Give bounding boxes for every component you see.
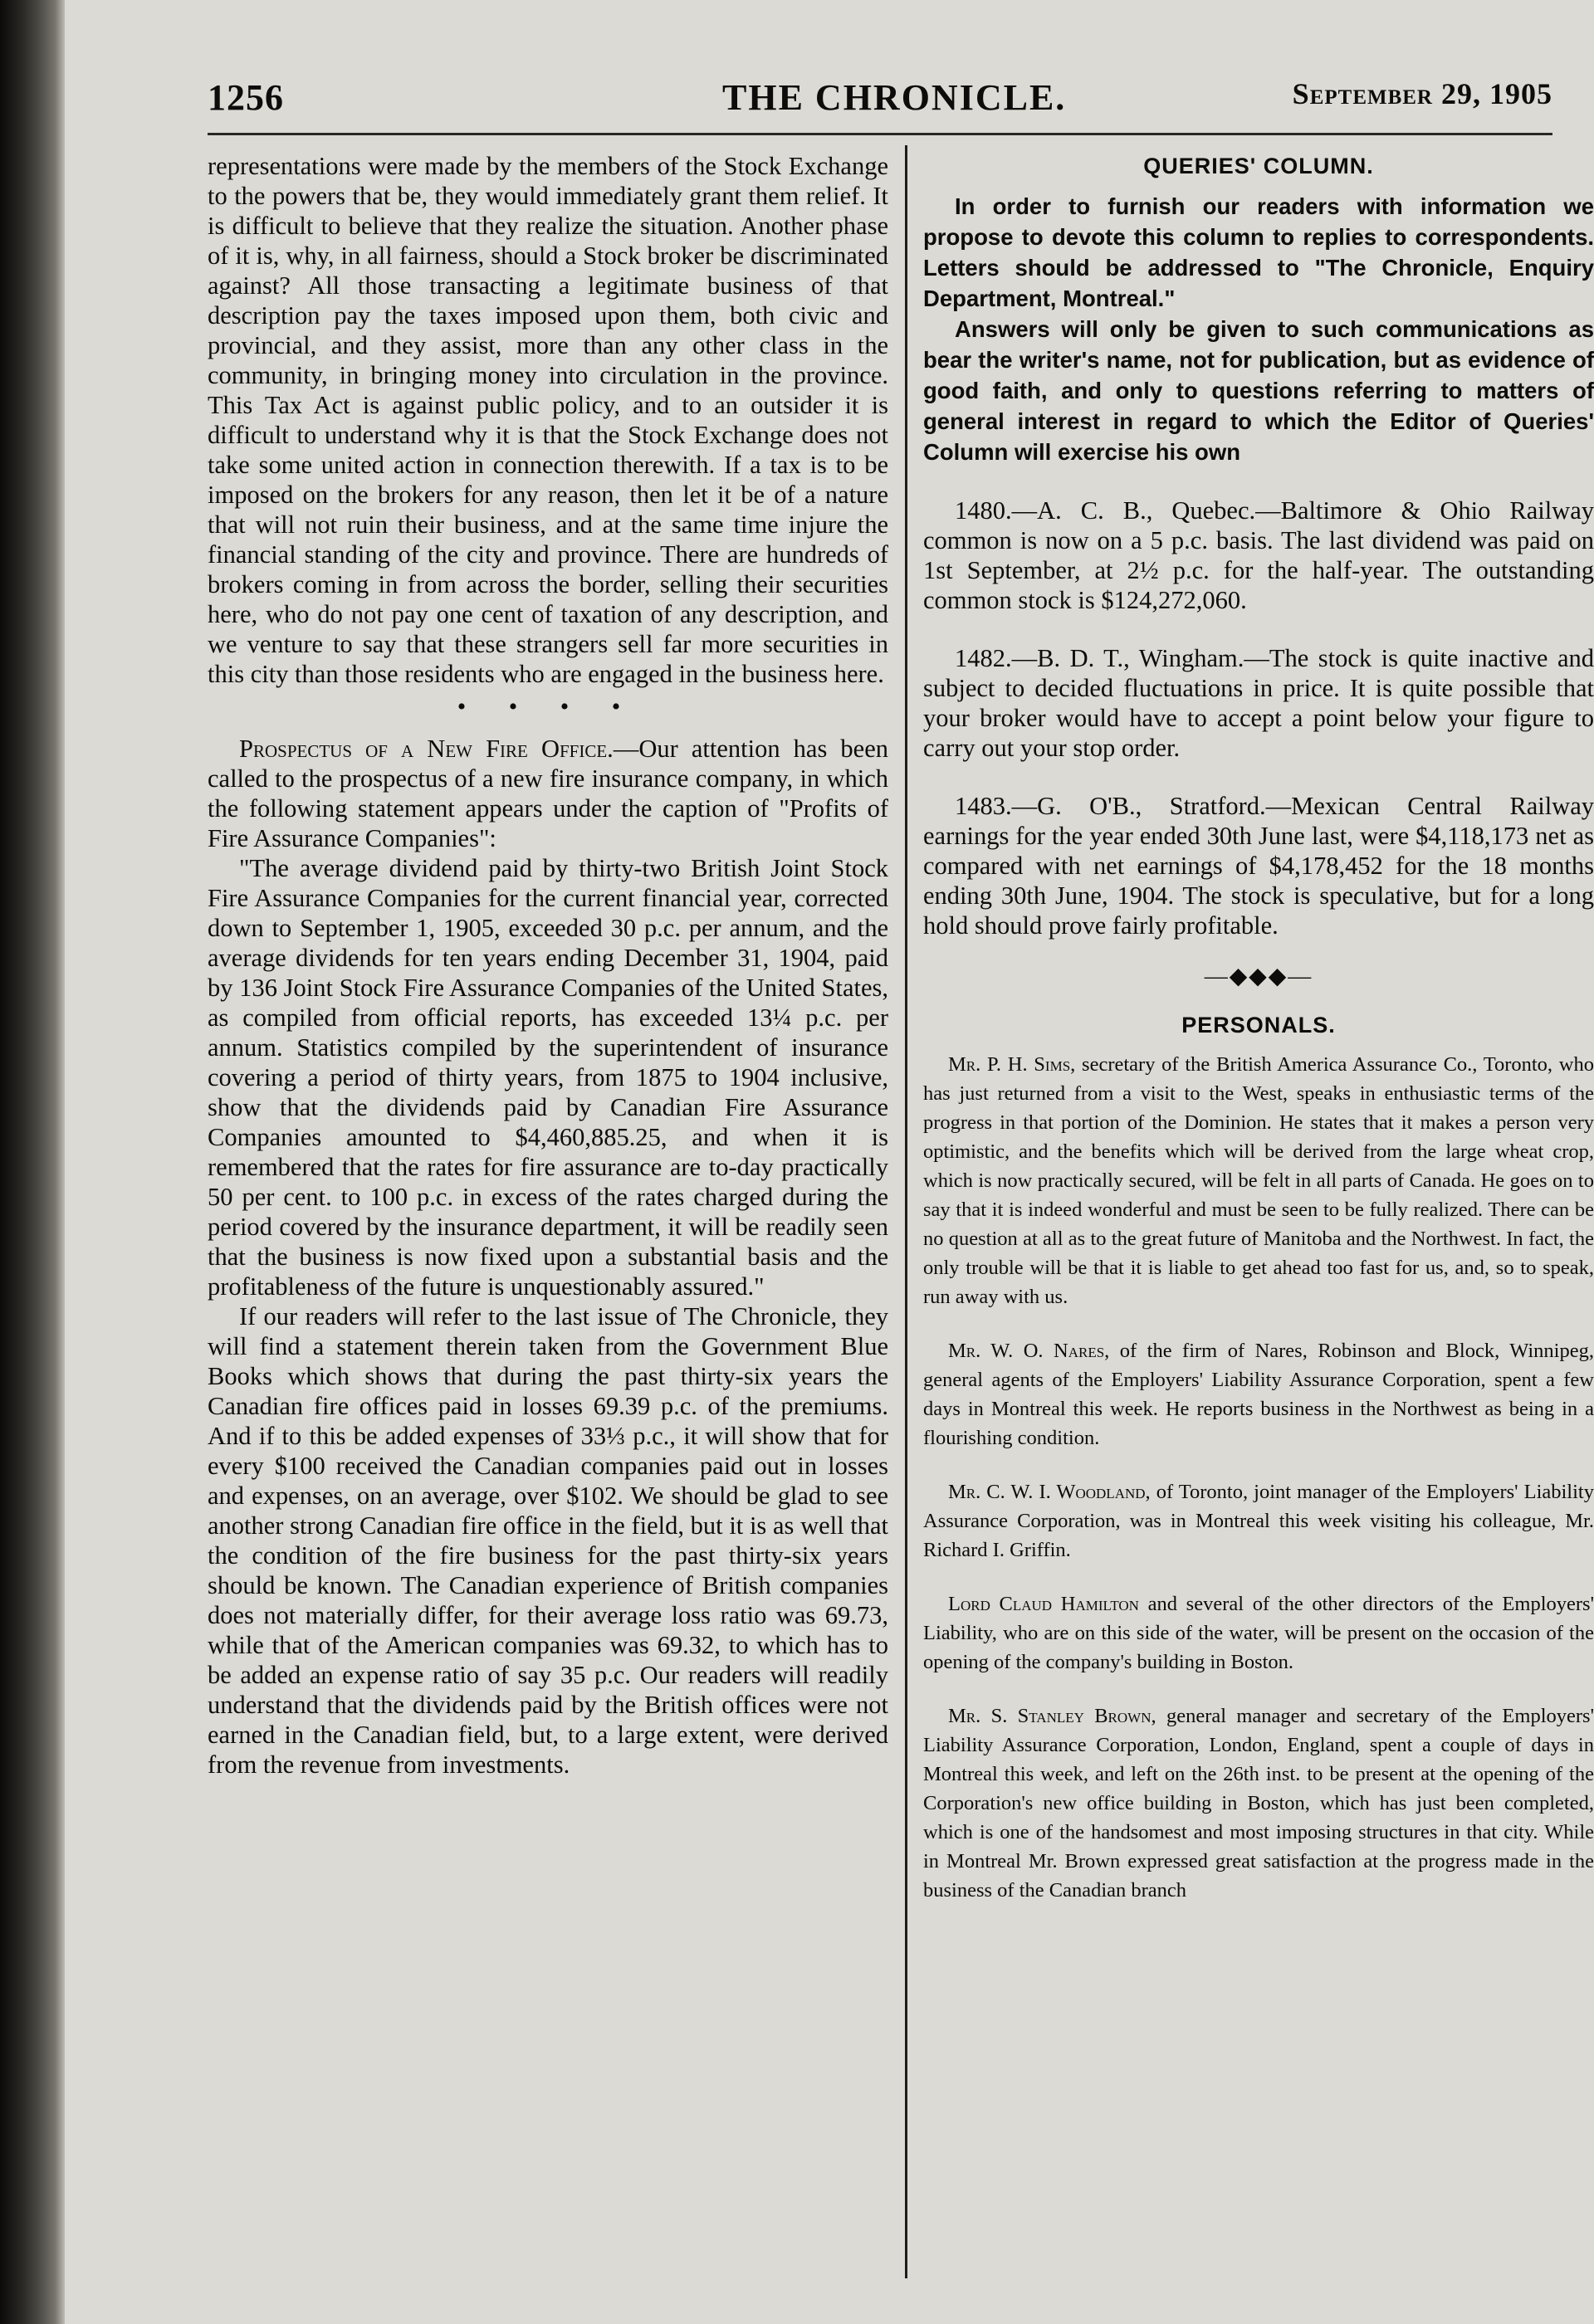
issue-date: September 29, 1905 <box>1292 77 1552 110</box>
query-item: 1482.—B. D. T., Wingham.—The stock is quite inactive and subject to decided fluctuations in price. It is quite possible that your broker would have to accept a point below your figure to carry out your stop order. <box>923 644 1594 762</box>
personal-name: Mr. P. H. Sims, <box>948 1053 1076 1076</box>
running-head <box>208 76 1552 134</box>
queries-intro-1: In order to furnish our readers with information we propose to devote this column to replies to correspondents. Letters should be addressed to "The Chronicle, Enquiry Department, Montreal." <box>923 193 1594 311</box>
queries-heading: QUERIES' COLUMN. <box>1143 154 1374 178</box>
personal-text: and several of the other directors of the Employers' Liability, who are on this side of the water, will be present on the occasion of the opening of the company's building in Boston. <box>923 1593 1594 1673</box>
personal-text: of the firm of Nares, Robinson and Block, Winnipeg, general agents of the Employers' Liability Assurance Corporation, spent a few days in Montreal this week. He reports business in the Northwest as being in a flourishing condition. <box>923 1340 1594 1449</box>
page-number: 1256 <box>208 77 284 118</box>
personal-name: Lord Claud Hamilton <box>948 1593 1139 1615</box>
prospectus-paragraph <box>208 734 888 853</box>
personal-text: secretary of the British America Assurance Co., Toronto, who has just returned from a visit to the West, speaks in enthusiastic terms of the progress in that portion of the Dominion. He states that it makes a person very optimistic, and the benefits which will be derived from the large wheat crop, which is now practically secured, will be felt in all parts of Canada. He goes on to say that it is indeed wonderful and must be seen to be fully realized. There can be no question at all as to the great future of Manitoba and the Northwest. In fact, the only trouble will be that it is liable to get ahead too fast for us, and, so to speak, run away with us. <box>923 1053 1594 1308</box>
personal-name: Mr. S. Stanley Brown, <box>948 1705 1156 1727</box>
tax-act-paragraph: representations were made by the members of the Stock Exchange to the powers that be, they would immediately grant them relief. It is difficult to believe that they realize the situation. Another phase of it is, why, in all fairness, should a Stock broker be discriminated against? All those transacting a legitimate business of that description pay the taxes imposed upon them, both civic and provincial, and they assist, more than any other class in the community, in bringing money into circulation in the province. This Tax Act is against public policy, and to an outsider it is difficult to understand why it is that the Stock Exchange does not take some united action in connection therewith. If a tax is to be imposed on the brokers for any reason, then let it be of a nature that will not ruin their business, and at the same time injure the financial standing of the city and province. There are hundreds of brokers coming in from across the border, selling their securities here, who do not pay one cent of taxation of any description, and we venture to say that these strangers sell far more securities in this city than those residents who are engaged in the business here. <box>208 152 888 688</box>
right-column <box>923 151 1594 2276</box>
left-column <box>208 151 888 2276</box>
column-divider <box>905 145 907 2278</box>
personal-text: general manager and secretary of the Employers' Liability Assurance Corporation, London, England, spent a couple of days in Montreal this week, and left on the 26th inst. to be present at the opening of the Corporation's new office building in Boston, which has just been completed, which is one of the handsomest and most imposing structures in that city. While in Montreal Mr. Brown expressed great satisfaction at the progress made in the business of the Canadian branch <box>923 1705 1594 1902</box>
query-item: 1480.—A. C. B., Quebec.—Baltimore & Ohio Railway common is now on a 5 p.c. basis. The last dividend was paid on 1st September, at 2½ p.c. for the half-year. The outstanding common stock is $124,272,060. <box>923 496 1594 614</box>
queries-intro-2: Answers will only be given to such communications as bear the writer's name, not for publication, but as evidence of good faith, and only to questions referring to matters of general interest in regard to which the Editor of Queries' Column will exercise his own <box>923 316 1594 465</box>
header-rule <box>208 133 1552 135</box>
queries-intro <box>923 191 1594 467</box>
query-item: 1483.—G. O'B., Stratford.—Mexican Central Railway earnings for the year ended 30th June last, were $4,118,173 net as compared with net earnings of $4,178,452 for the 18 months ending 30th June, 1904. The stock is speculative, but for a long hold should prove fairly profitable. <box>923 792 1594 940</box>
prospectus-text: —Our attention has been called to the prospectus of a new fire insurance company, in which the following statement appears under the caption of "Profits of Fire Assurance Companies": <box>208 735 888 852</box>
prospectus-lead: Prospectus of a New Fire Office. <box>239 735 614 763</box>
personal-name: Mr. C. W. I. Woodland, <box>948 1481 1151 1503</box>
prospectus-quote: "The average dividend paid by thirty-two British Joint Stock Fire Assurance Companies for the current financial year, corrected down to September 1, 1905, exceeded 30 p.c. per annum, and the average dividends for ten years ending December 31, 1904, paid by 136 Joint Stock Fire Assurance Companies of the United States, as compiled from official reports, has exceeded 13¼ p.c. per annum. Statistics compiled by the superintendent of insurance covering a period of thirty years, from 1875 to 1904 inclusive, show that the dividends paid by Canadian Fire Assurance Companies amounted to $4,460,885.25, and when it is remembered that the rates for fire assurance are to-day practically 50 per cent. to 100 p.c. in excess of the rates charged during the period covered by the insurance department, it will be readily seen that the business is now fixed upon a substantial basis and the profitableness of the future is unquestionably assured." <box>208 854 888 1301</box>
personals-heading: PERSONALS. <box>1181 1013 1336 1038</box>
ornament-divider: —◆◆◆— <box>1204 964 1313 989</box>
personal-item <box>923 1477 1594 1565</box>
book-binding-edge <box>0 0 65 2324</box>
personal-item <box>923 1702 1594 1905</box>
section-separator: • • • • <box>457 693 639 720</box>
readers-paragraph: If our readers will refer to the last issue of The Chronicle, they will find a statement therein taken from the Government Blue Books which shows that during the past thirty-six years the Canadian fire offices paid in losses 69.39 p.c. of the premiums. And if to this be added expenses of 33⅓ p.c., it will show that for every $100 received the Canadian companies paid out in losses and expenses, on an average, over $102. We should be glad to see another strong Canadian fire office in the field, but it is as well that the condition of the fire business for the past thirty-six years should be known. The Canadian experience of British companies does not materially differ, for their average loss ratio was 69.73, while that of the American companies was 69.32, to which has to be added an expense ratio of say 35 p.c. Our readers will readily understand that the dividends paid by the British offices were not earned in the Canadian field, but, to a large extent, were derived from the revenue from investments. <box>208 1302 888 1779</box>
journal-title: THE CHRONICLE. <box>722 77 1067 118</box>
personal-item <box>923 1050 1594 1311</box>
personal-item <box>923 1336 1594 1452</box>
personal-item <box>923 1589 1594 1677</box>
personal-text: of Toronto, joint manager of the Employers' Liability Assurance Corporation, was in Montreal this week visiting his colleague, Mr. Richard I. Griffin. <box>923 1481 1594 1561</box>
personal-name: Mr. W. O. Nares, <box>948 1340 1110 1362</box>
